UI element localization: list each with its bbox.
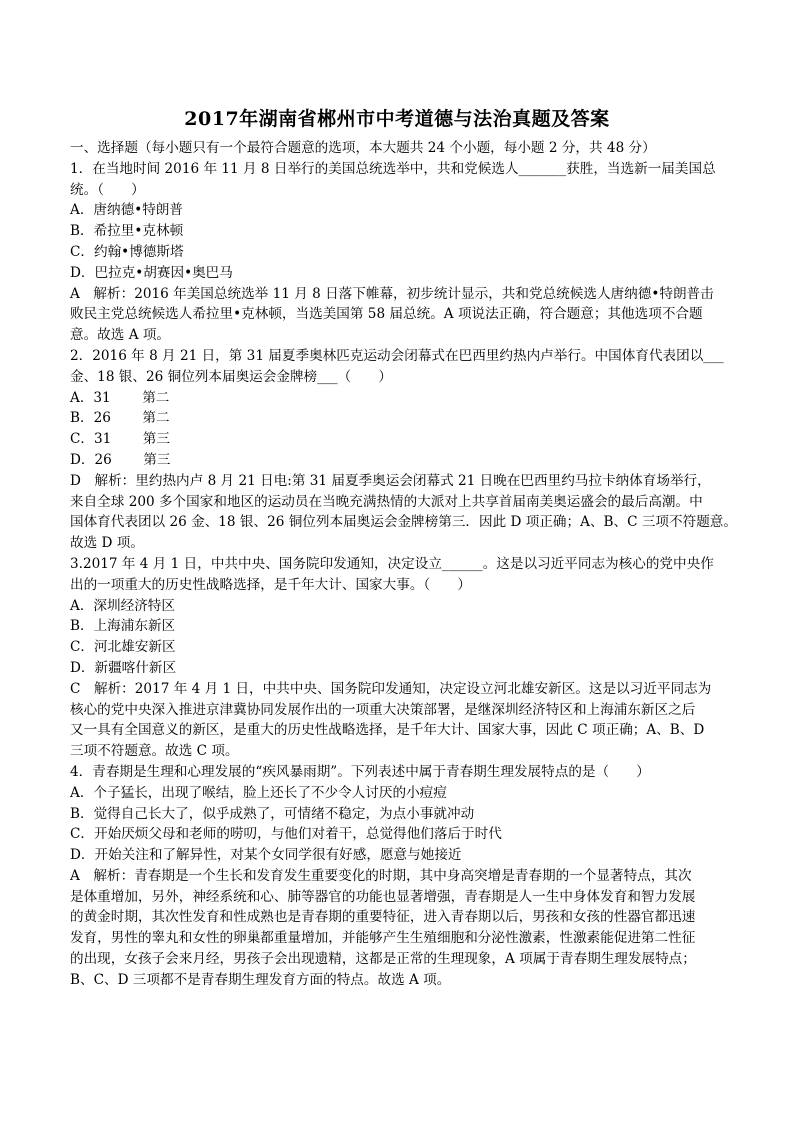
question-stem-line: 统。（ ） (70, 181, 145, 198)
question-2 (70, 346, 737, 554)
question-stem-line: 出的一项重大的历史性战略选择，是千年大计、国家大事。（ ） (70, 576, 472, 593)
question-stem-line: 1．在当地时间 2016 年 11 月 8 日举行的美国总统选举中，共和党候选人_______获胜，当选新一届美国总 (70, 160, 716, 177)
analysis-line: 意。故选 A 项。 (70, 327, 171, 344)
option-line: C．31 第三 (70, 431, 170, 448)
option-line: B．上海浦东新区 (70, 618, 176, 635)
option-line: A．深圳经济特区 (70, 597, 175, 614)
option-line: D．新疆喀什新区 (70, 659, 177, 676)
analysis-line: 发育，男性的睾丸和女性的卵巢都重量增加，并能够产生生殖细胞和分泌性激素，性激素能促进第二性征 (70, 930, 696, 947)
question-stem-line: 4．青春期是生理和心理发展的“疾风暴雨期”。下列表述中属于青春期生理发展特点的是（ ） (70, 763, 650, 780)
option-line: B．26 第二 (70, 410, 170, 427)
page-title: 2017年湖南省郴州市中考道德与法治真题及答案 (184, 108, 610, 130)
option-line: B．觉得自己长大了，似乎成熟了，可情绪不稳定，为点小事就冲动 (70, 805, 475, 822)
analysis-line: 又一具有全国意义的新区，是重大的历史性战略选择，是千年大计、国家大事，因此 C 项正确；A、B、D (70, 722, 705, 739)
analysis-line: 是体重增加，另外，神经系统和心、肺等器官的功能也显著增强，青春期是人一生中身体发育和智力发展 (70, 888, 696, 905)
analysis-line: 三项不符题意。故选 C 项。 (70, 743, 239, 760)
analysis-line: 核心的党中央深入推进京津冀协同发展作出的一项重大决策部署，是继深圳经济特区和上海浦东新区之后 (70, 701, 696, 718)
question-stem-line: 金、18 银、26 铜位列本届奥运会金牌榜___（ ） (70, 368, 392, 385)
option-line: B．希拉里•克林顿 (70, 223, 184, 240)
analysis-line: A 解析：青春期是一个生长和发育发生重要变化的时期，其中身高突增是青春期的一个显著特点，其次 (70, 867, 692, 884)
option-line: C．河北雄安新区 (70, 639, 176, 656)
question-4 (70, 762, 730, 991)
document-body (70, 138, 737, 991)
question-1 (70, 159, 730, 346)
analysis-line: 的黄金时期，其次性发育和性成熟也是青春期的重要特征，进入青春期以后，男孩和女孩的性器官都迅速 (70, 909, 696, 926)
analysis-line: B、C、D 三项都不是青春期生理发育方面的特点。故选 A 项。 (70, 971, 451, 988)
option-line: D．巴拉克•胡赛因•奥巴马 (70, 264, 233, 281)
option-line: D．开始关注和了解异性，对某个女同学很有好感，愿意与她接近 (70, 847, 462, 864)
analysis-line: 国体育代表团以 26 金、18 银、26 铜位列本届奥运会金牌榜第三．因此 D 项正确；A、B、C 三项不符题意。 (70, 514, 737, 531)
analysis-line: 故选 D 项。 (70, 535, 144, 552)
option-line: A．个子猛长，出现了喉结，脸上还长了不少令人讨厌的小痘痘 (70, 784, 447, 801)
analysis-line: 败民主党总统候选人希拉里•克林顿，当选美国第 58 届总统。A 项说法正确，符合题意；其他选项不合题 (70, 306, 703, 323)
analysis-line: A 解析：2016 年美国总统选举 11 月 8 日落下帷幕，初步统计显示，共和党总统候选人唐纳德•特朗普击 (70, 285, 714, 302)
option-line: C．约翰•博德斯塔 (70, 243, 184, 260)
analysis-line: 的出现，女孩子会来月经，男孩子会出现遗精，这都是正常的生理现象，A 项属于青春期生理发展特点； (70, 951, 696, 968)
option-line: D．26 第三 (70, 451, 171, 468)
question-stem-line: 2．2016 年 8 月 21 日，第 31 届夏季奥林匹克运动会闭幕式在巴西里约热内卢举行。中国体育代表团以___ (70, 347, 724, 364)
option-line: A．31 第二 (70, 389, 170, 406)
section-header: 一、选择题（每小题只有一个最符合题意的选项，本大题共 24 个小题，每小题 2 分，共 48 分） (70, 140, 656, 156)
question-stem-line: 3.2017 年 4 月 1 日，中共中央、国务院印发通知，决定设立______。这是以习近平同志为核心的党中央作 (70, 555, 714, 572)
option-line: C．开始厌烦父母和老师的唠叨，与他们对着干，总觉得他们落后于时代 (70, 826, 502, 843)
analysis-line: C 解析：2017 年 4 月 1 日，中共中央、国务院印发通知，决定设立河北雄安新区。这是以习近平同志为 (70, 680, 712, 697)
option-line: A．唐纳德•特朗普 (70, 202, 183, 219)
analysis-line: 来自全球 200 多个国家和地区的运动员在当晚充满热情的大派对上共享首届南美奥运盛会的最后高潮。中 (70, 493, 703, 510)
analysis-line: D 解析：里约热内卢 8 月 21 日电:第 31 届夏季奥运会闭幕式 21 日晚在巴西里约马拉卡纳体育场举行， (70, 472, 711, 489)
question-3 (70, 554, 730, 762)
